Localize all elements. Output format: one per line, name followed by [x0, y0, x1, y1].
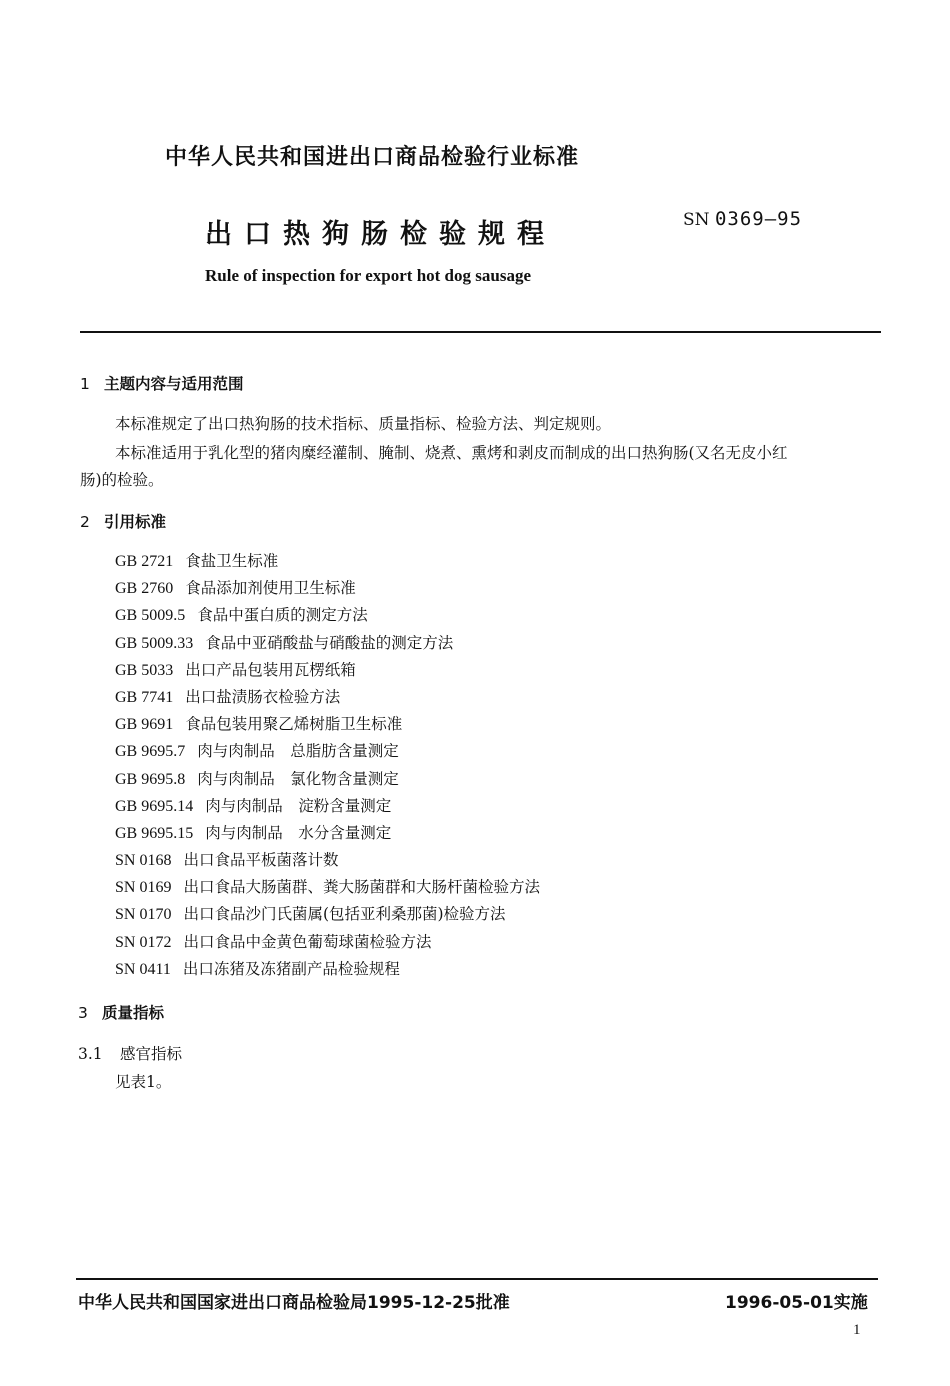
section-title: 质量指标 — [102, 1004, 165, 1022]
standard-name: 食品中亚硝酸盐与硝酸盐的测定方法 — [205, 633, 454, 652]
approval-statement: 中华人民共和国国家进出口商品检验局1995-12-25批准 — [78, 1293, 510, 1313]
section-3-heading — [78, 1001, 164, 1023]
list-item — [115, 738, 540, 765]
document-title: 出口热狗肠检验规程 — [205, 219, 556, 250]
standard-name: 出口食品平板菌落计数 — [183, 851, 339, 870]
footer-divider — [76, 1278, 878, 1280]
standard-name: 食盐卫生标准 — [185, 552, 279, 570]
english-title: Rule of inspection for export hot dog sausage — [205, 266, 531, 285]
header-divider — [80, 331, 881, 333]
section-number: 1 — [80, 375, 90, 393]
standard-code: SN 0169 — [115, 879, 172, 897]
standard-name: 出口产品包装用瓦楞纸箱 — [185, 660, 356, 679]
referenced-standards-list — [115, 548, 540, 983]
standard-number — [683, 208, 802, 230]
standard-code: GB 9695.8 — [115, 770, 186, 788]
standard-name: 食品包装用聚乙烯树脂卫生标准 — [185, 715, 403, 734]
list-item — [115, 847, 540, 874]
list-item — [115, 766, 540, 793]
standard-name: 出口盐渍肠衣检验方法 — [185, 687, 341, 706]
standard-code: GB 9695.15 — [115, 824, 194, 842]
standard-code: GB 5033 — [115, 661, 174, 679]
standard-name: 食品中蛋白质的测定方法 — [197, 606, 368, 625]
standard-code: SN 0172 — [115, 933, 172, 951]
standard-name: 肉与肉制品 淀粉含量测定 — [205, 796, 392, 815]
standard-name: 出口食品沙门氏菌属(包括亚利桑那菌)检验方法 — [183, 905, 506, 924]
standard-name: 出口食品大肠菌群、粪大肠菌群和大肠杆菌检验方法 — [183, 878, 540, 897]
list-item — [115, 956, 540, 983]
list-item — [115, 575, 540, 602]
standard-code: GB 9695.14 — [115, 797, 194, 815]
standard-prefix: SN — [683, 210, 710, 230]
standard-code: GB 9695.7 — [115, 743, 186, 761]
page-number: 1 — [853, 1322, 861, 1338]
standard-code: SN 0411 — [115, 960, 171, 978]
standard-name: 出口冻猪及冻猪副产品检验规程 — [182, 959, 400, 978]
standard-code: GB 9691 — [115, 716, 174, 734]
standard-code: GB 7741 — [115, 688, 174, 706]
list-item — [115, 684, 540, 711]
standard-name: 食品添加剂使用卫生标准 — [185, 579, 356, 598]
standard-code: GB 2760 — [115, 580, 174, 598]
subsection-3-1-heading — [78, 1042, 182, 1064]
standard-name: 肉与肉制品 总脂肪含量测定 — [197, 742, 399, 761]
list-item — [115, 874, 540, 901]
subsection-number: 3.1 — [78, 1045, 103, 1063]
effective-date: 1996-05-01实施 — [725, 1293, 868, 1313]
section-number: 3 — [78, 1004, 88, 1022]
issuing-organization: 中华人民共和国进出口商品检验行业标准 — [165, 145, 580, 170]
list-item — [115, 929, 540, 956]
list-item — [115, 711, 540, 738]
section-title: 引用标准 — [104, 513, 167, 531]
list-item — [115, 901, 540, 928]
section-1-paragraph-1: 本标准规定了出口热狗肠的技术指标、质量指标、检验方法、判定规则。 — [115, 415, 612, 433]
list-item — [115, 793, 540, 820]
table-reference-note: 见表1。 — [115, 1073, 172, 1091]
standard-code: GB 5009.5 — [115, 607, 186, 625]
list-item — [115, 820, 540, 847]
list-item — [115, 657, 540, 684]
standard-code: SN 0170 — [115, 906, 172, 924]
section-title: 主题内容与适用范围 — [104, 375, 244, 393]
list-item — [115, 630, 540, 657]
standard-name: 肉与肉制品 水分含量测定 — [205, 823, 392, 842]
list-item — [115, 548, 540, 575]
standard-code: GB 5009.33 — [115, 634, 194, 652]
standard-code: 0369—95 — [714, 208, 803, 230]
section-1-heading — [80, 372, 244, 394]
standard-code: GB 2721 — [115, 553, 174, 570]
section-2-heading — [80, 510, 166, 532]
section-1-paragraph-2: 本标准适用于乳化型的猪肉糜经灌制、腌制、烧煮、熏烤和剥皮而制成的出口热狗肠(又名无皮小红 — [115, 444, 788, 462]
standard-name: 出口食品中金黄色葡萄球菌检验方法 — [183, 932, 432, 951]
section-number: 2 — [80, 513, 90, 531]
list-item — [115, 602, 540, 629]
subsection-title: 感官指标 — [120, 1045, 183, 1063]
section-1-paragraph-2-cont: 肠)的检验。 — [80, 471, 164, 489]
standard-code: SN 0168 — [115, 852, 172, 870]
standard-name: 肉与肉制品 氯化物含量测定 — [197, 769, 399, 788]
